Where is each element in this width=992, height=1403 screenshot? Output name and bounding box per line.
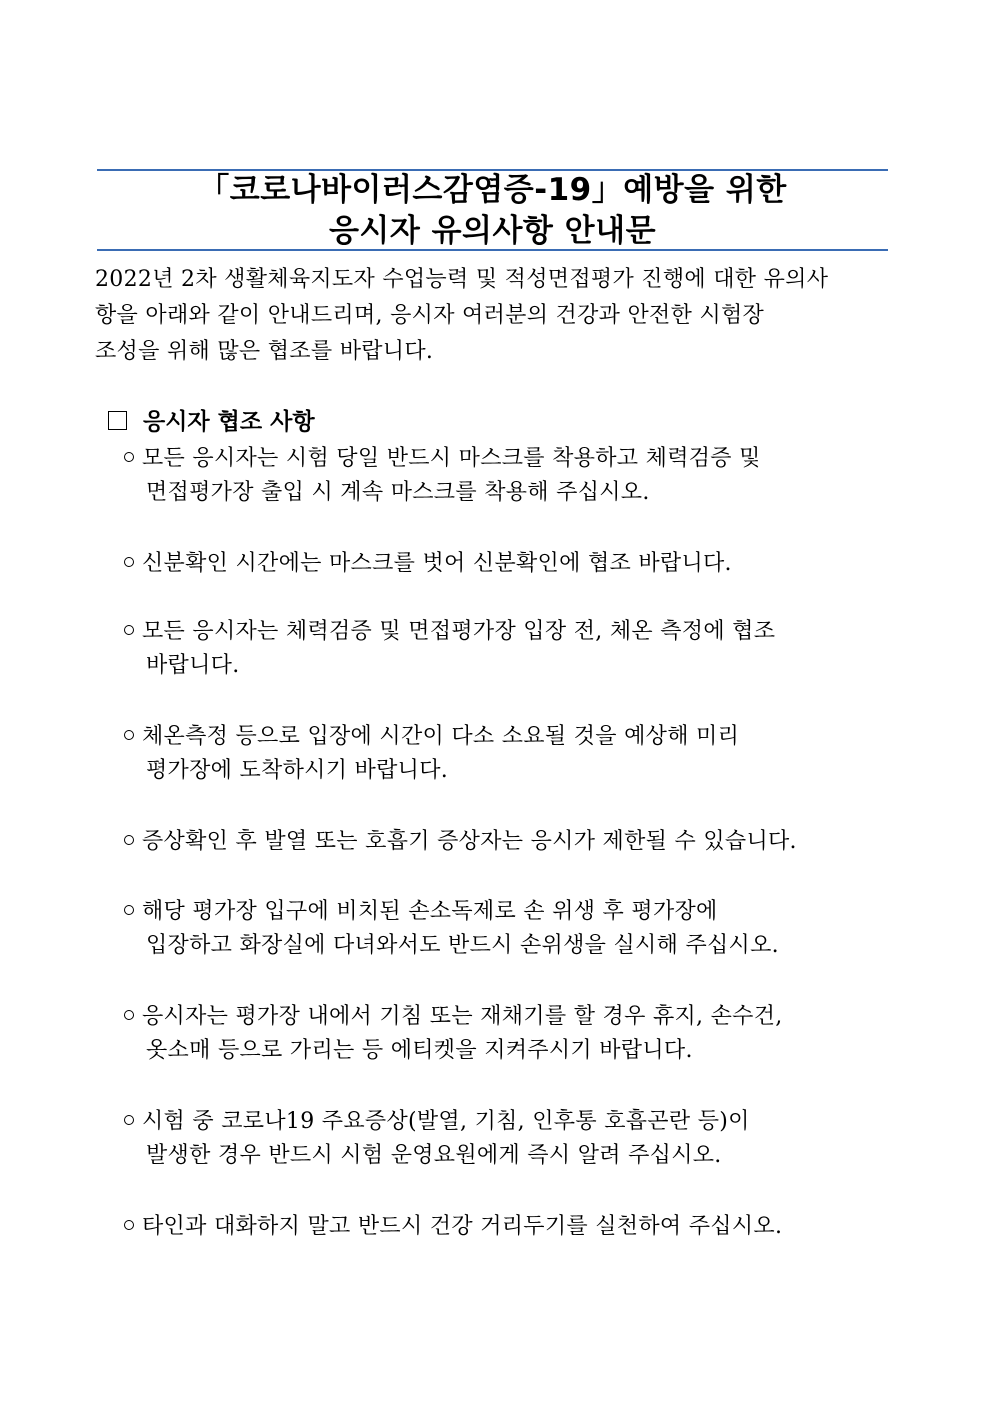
list-item	[124, 615, 914, 683]
list-item	[124, 1105, 914, 1173]
title-bottom-rule	[97, 249, 888, 251]
list-item-text: 바랍니다.	[146, 653, 240, 678]
hollow-circle-bullet-icon	[124, 730, 134, 740]
list-item-text: 신분확인 시간에는 마스크를 벗어 신분확인에 협조 바랍니다.	[142, 551, 732, 576]
hollow-circle-bullet-icon	[124, 905, 134, 915]
list-item	[124, 442, 914, 510]
hollow-circle-bullet-icon	[124, 835, 134, 845]
section-heading	[108, 406, 315, 438]
list-item-text: 타인과 대화하지 말고 반드시 건강 거리두기를 실천하여 주십시오.	[142, 1214, 783, 1239]
intro-line: 항을 아래와 같이 안내드리며, 응시자 여러분의 건강과 안전한 시험장	[95, 303, 765, 328]
hollow-circle-bullet-icon	[124, 557, 134, 567]
hollow-circle-bullet-icon	[124, 1220, 134, 1230]
hollow-circle-bullet-icon	[124, 1115, 134, 1125]
list-item	[124, 825, 914, 859]
intro-paragraph	[95, 262, 910, 370]
list-item-text: 체온측정 등으로 입장에 시간이 다소 소요될 것을 예상해 미리	[142, 724, 740, 749]
list-item-text: 옷소매 등으로 가리는 등 에티켓을 지켜주시기 바랍니다.	[146, 1038, 693, 1063]
list-item-text: 증상확인 후 발열 또는 호흡기 증상자는 응시가 제한될 수 있습니다.	[142, 829, 797, 854]
list-item-text: 모든 응시자는 시험 당일 반드시 마스크를 착용하고 체력검증 및	[142, 446, 761, 471]
list-item-text: 면접평가장 출입 시 계속 마스크를 착용해 주십시오.	[146, 480, 650, 505]
list-item	[124, 547, 914, 581]
list-item	[124, 895, 914, 963]
list-item-text: 해당 평가장 입구에 비치된 손소독제로 손 위생 후 평가장에	[142, 899, 718, 924]
list-item-text: 발생한 경우 반드시 시험 운영요원에게 즉시 알려 주십시오.	[146, 1143, 722, 1168]
hollow-circle-bullet-icon	[124, 1010, 134, 1020]
document-title-line-1: 「코로나바이러스감염증-19」예방을 위한	[198, 172, 787, 208]
checkbox-square-icon	[108, 411, 127, 430]
document-title-line-2: 응시자 유의사항 안내문	[328, 213, 657, 249]
list-item-text: 입장하고 화장실에 다녀와서도 반드시 손위생을 실시해 주십시오.	[146, 933, 779, 958]
section-heading-text: 응시자 협조 사항	[143, 409, 315, 435]
list-item	[124, 720, 914, 788]
list-item-text: 시험 중 코로나19 주요증상(발열, 기침, 인후통 호흡곤란 등)이	[142, 1109, 750, 1134]
hollow-circle-bullet-icon	[124, 452, 134, 462]
list-item-text: 모든 응시자는 체력검증 및 면접평가장 입장 전, 체온 측정에 협조	[142, 619, 776, 644]
list-item-text: 평가장에 도착하시기 바랍니다.	[146, 758, 449, 783]
list-item-text: 응시자는 평가장 내에서 기침 또는 재채기를 할 경우 휴지, 손수건,	[142, 1004, 783, 1029]
intro-line: 2022년 2차 생활체육지도자 수업능력 및 적성면접평가 진행에 대한 유의사	[95, 267, 829, 292]
hollow-circle-bullet-icon	[124, 625, 134, 635]
list-item	[124, 1000, 914, 1068]
list-item	[124, 1210, 914, 1244]
intro-line: 조성을 위해 많은 협조를 바랍니다.	[95, 339, 434, 364]
